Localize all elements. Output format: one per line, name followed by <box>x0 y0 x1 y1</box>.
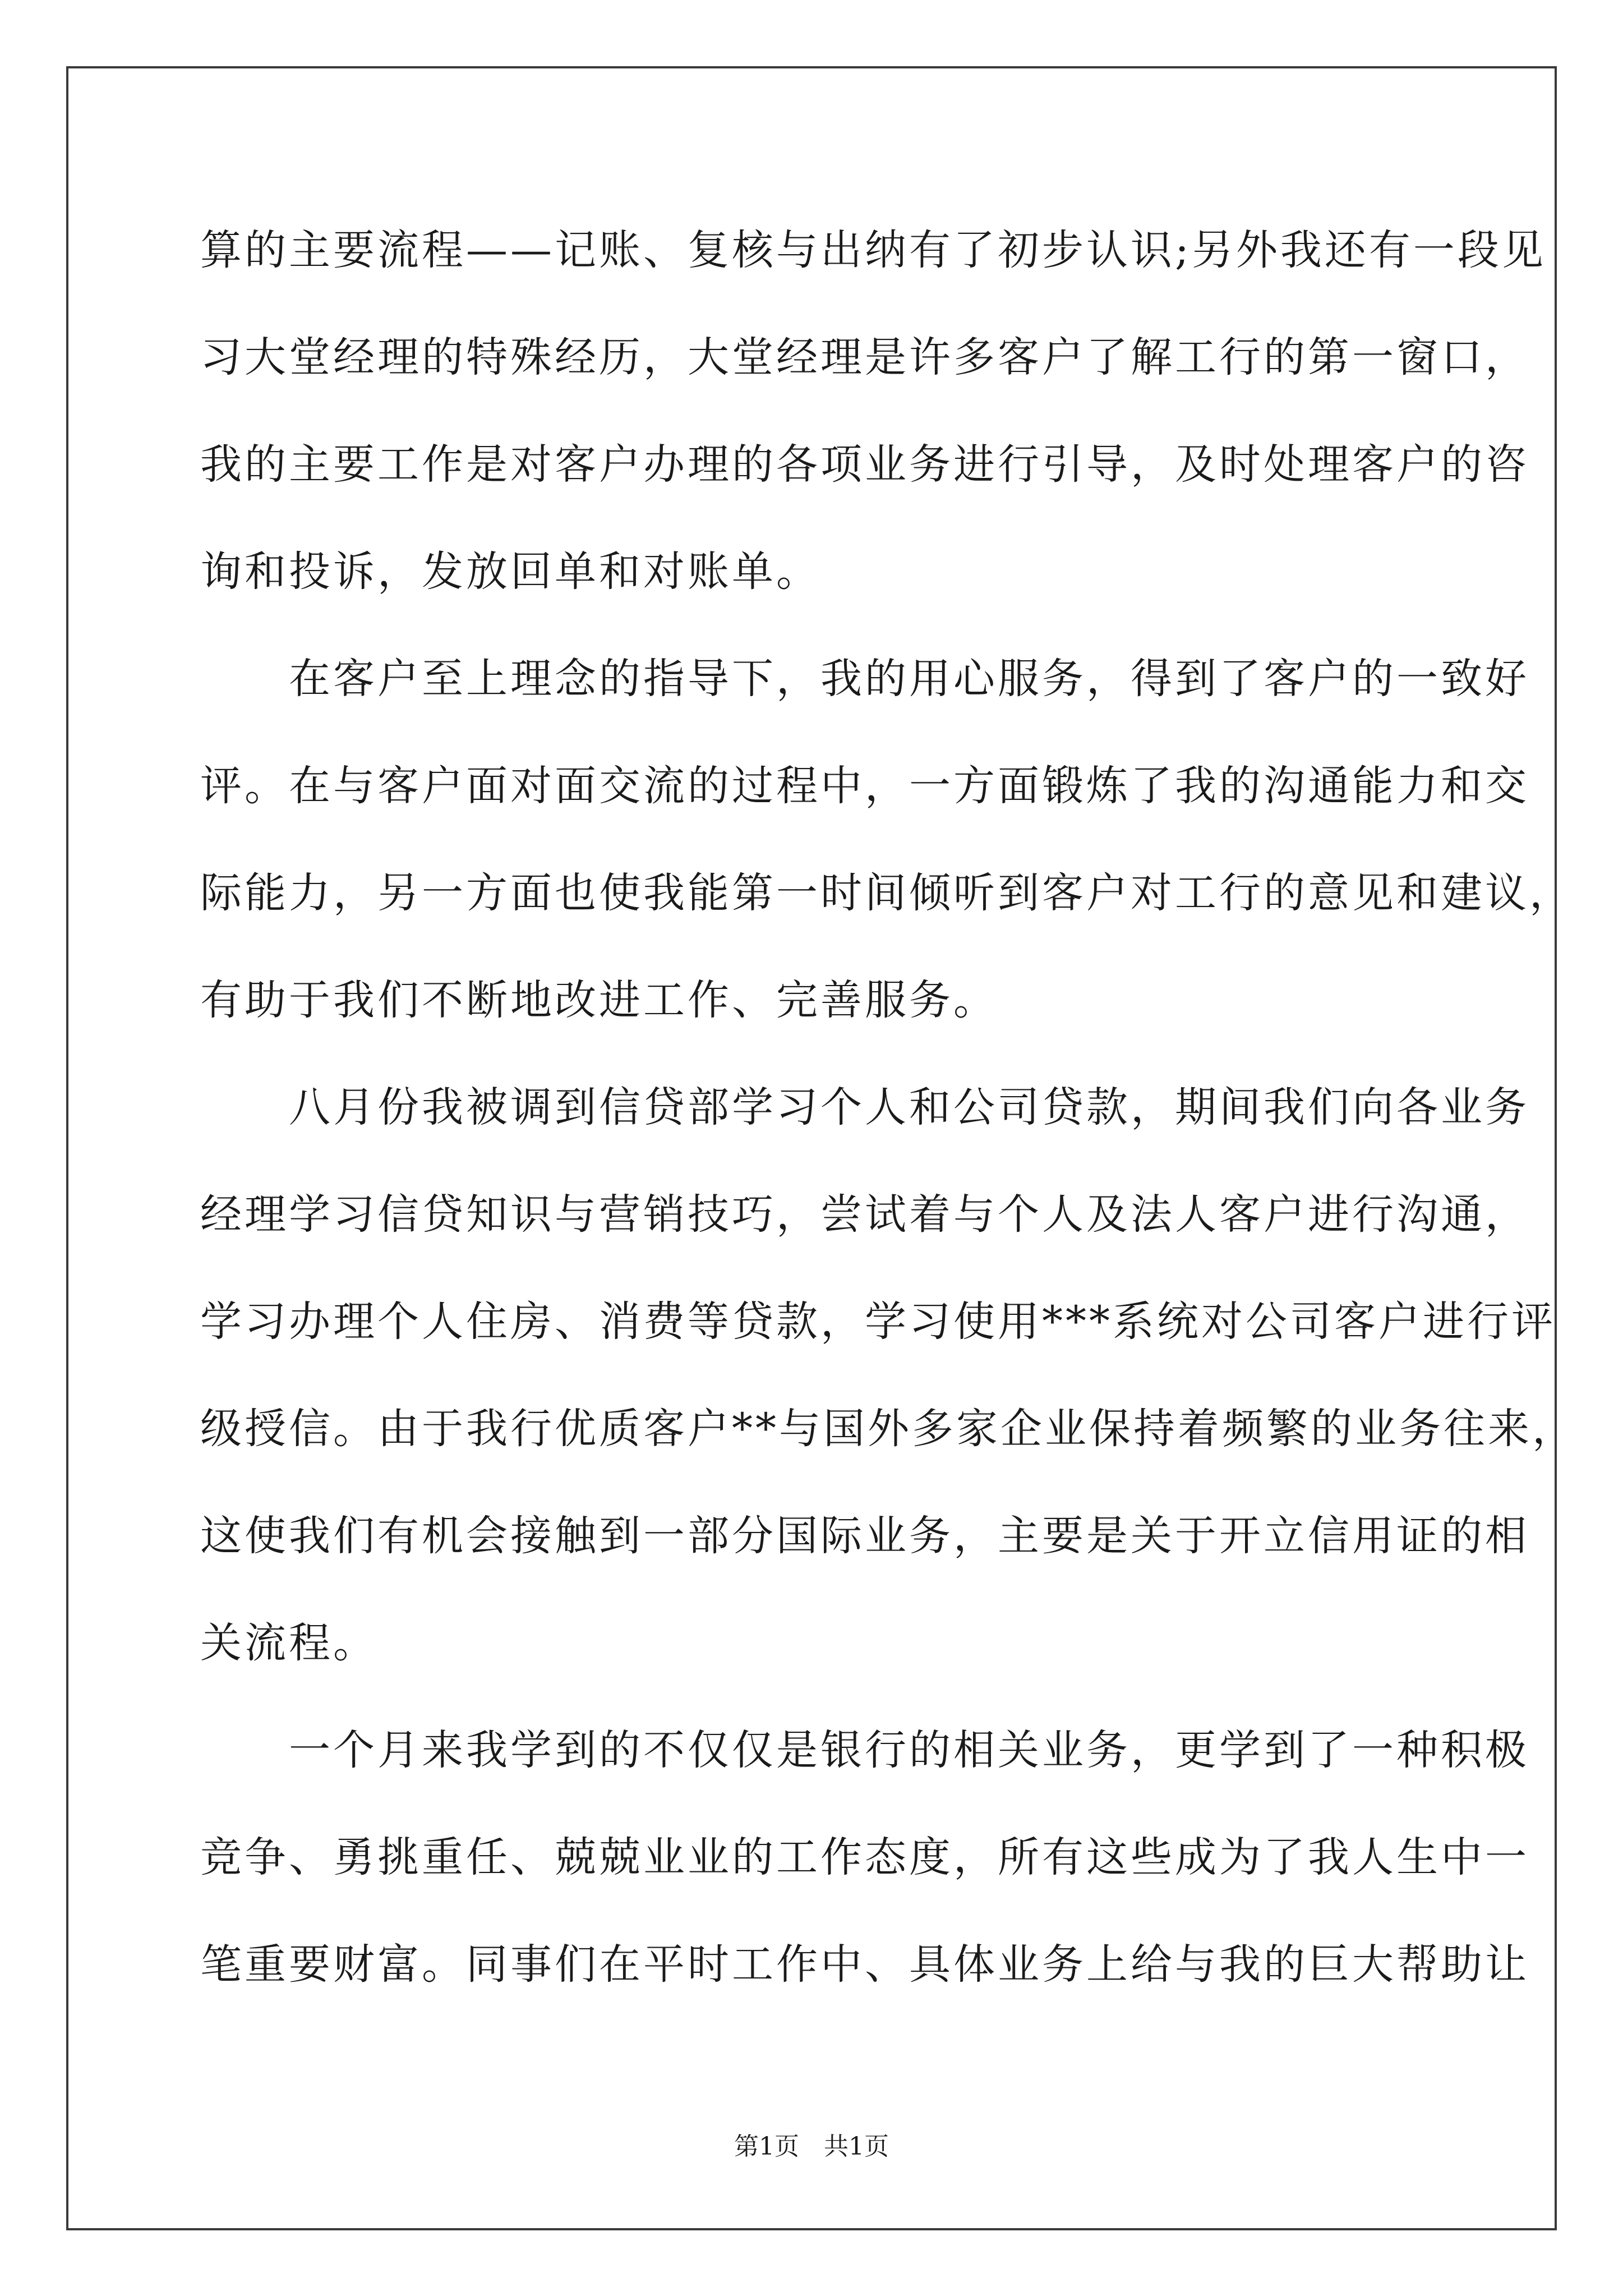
text-line: 关流程。 <box>200 1619 377 1667</box>
text-line: 算的主要流程——记账、复核与出纳有了初步认识;另外我还有一段见 <box>200 226 1546 274</box>
text-line: 学习办理个人住房、消费等贷款，学习使用***系统对公司客户进行评 <box>200 1297 1556 1346</box>
page-total: 共1页 <box>824 2132 889 2161</box>
text-line: 笔重要财富。同事们在平时工作中、具体业务上给与我的巨大帮助让 <box>200 1940 1529 1989</box>
text-line: 级授信。由于我行优质客户**与国外多家企业保持着频繁的业务往来， <box>200 1405 1576 1453</box>
text-line: 际能力，另一方面也使我能第一时间倾听到客户对工行的意见和建议， <box>200 869 1574 917</box>
text-line: 八月份我被调到信贷部学习个人和公司贷款，期间我们向各业务 <box>200 1083 1529 1131</box>
text-line: 我的主要工作是对客户办理的各项业务进行引导，及时处理客户的咨 <box>200 440 1529 489</box>
page-number: 第1页 <box>734 2132 799 2161</box>
text-line: 一个月来我学到的不仅仅是银行的相关业务，更学到了一种积极 <box>200 1726 1529 1774</box>
text-line: 评。在与客户面对面交流的过程中，一方面锻炼了我的沟通能力和交 <box>200 762 1529 810</box>
text-line: 有助于我们不断地改进工作、完善服务。 <box>200 976 998 1024</box>
text-line: 这使我们有机会接触到一部分国际业务，主要是关于开立信用证的相 <box>200 1512 1529 1560</box>
text-line: 竞争、勇挑重任、兢兢业业的工作态度，所有这些成为了我人生中一 <box>200 1833 1529 1881</box>
text-line: 询和投诉，发放回单和对账单。 <box>200 547 820 596</box>
text-line: 在客户至上理念的指导下，我的用心服务，得到了客户的一致好 <box>200 655 1529 703</box>
text-line: 经理学习信贷知识与营销技巧，尝试着与个人及法人客户进行沟通， <box>200 1190 1529 1239</box>
page-frame <box>66 66 1557 2230</box>
page-footer <box>0 2126 1623 2162</box>
text-line: 习大堂经理的特殊经历，大堂经理是许多客户了解工行的第一窗口， <box>200 333 1529 381</box>
